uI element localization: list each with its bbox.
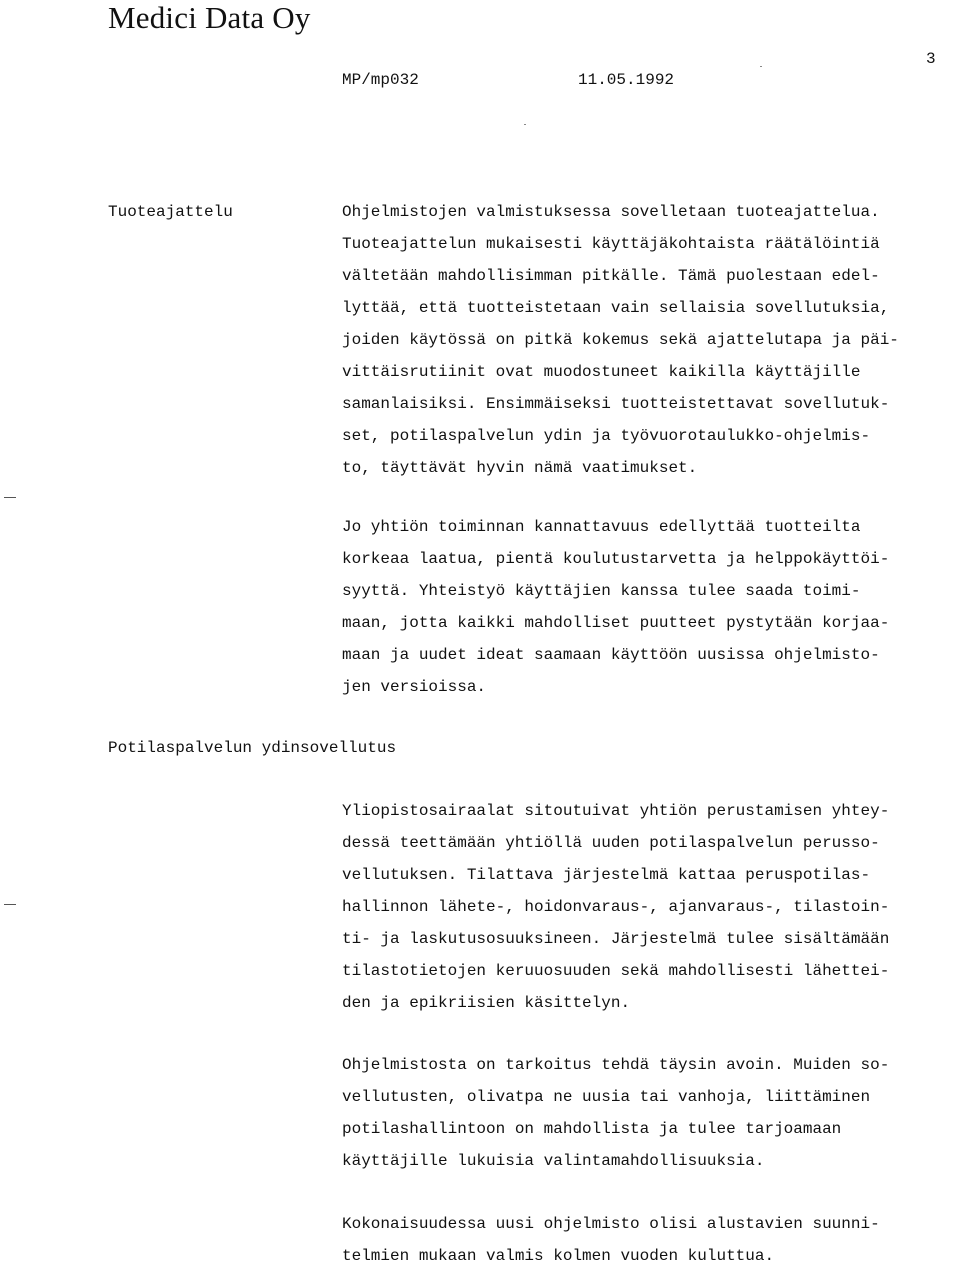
text-line: maan, jotta kaikki mahdolliset puutteet pystytään korjaa-: [342, 614, 890, 632]
text-line: vellutuksen. Tilattava järjestelmä kattaa peruspotilas-: [342, 866, 871, 884]
text-line: Kokonaisuudessa uusi ohjelmisto olisi alustavien suunni-: [342, 1215, 880, 1233]
text-line: jen versioissa.: [342, 678, 487, 696]
text-line: Jo yhtiön toiminnan kannattavuus edellyttää tuotteilta: [342, 518, 861, 536]
text-line: vältetään mahdollisimman pitkälle. Tämä puolestaan edel-: [342, 267, 880, 285]
text-line: joiden käytössä on pitkä kokemus sekä ajattelutapa ja päi-: [342, 331, 899, 349]
text-line: hallinnon lähete-, hoidonvaraus-, ajanvaraus-, tilastoin-: [342, 898, 890, 916]
text-line: lyttää, että tuotteistetaan vain sellaisia sovellutuksia,: [342, 299, 890, 317]
page-number: 3: [926, 50, 936, 68]
paragraph-tuoteajattelu-1: [342, 196, 899, 484]
paragraph-ydinsovellutus-3: [342, 1208, 880, 1272]
text-line: tilastotietojen keruuosuuden sekä mahdollisesti lähettei-: [342, 962, 890, 980]
section-heading-tuoteajattelu: Tuoteajattelu: [108, 203, 233, 221]
paragraph-ydinsovellutus-1: [342, 795, 889, 1019]
paragraph-tuoteajattelu-2: [342, 511, 889, 703]
paragraph-ydinsovellutus-2: [342, 1049, 889, 1177]
text-line: Ohjelmistojen valmistuksessa sovelletaan tuoteajattelua.: [342, 203, 880, 221]
document-date: 11.05.1992: [578, 71, 675, 89]
document-reference: MP/mp032: [342, 71, 419, 89]
text-line: samanlaisiksi. Ensimmäiseksi tuotteistettavat sovellutuk-: [342, 395, 890, 413]
text-line: Ohjelmistosta on tarkoitus tehdä täysin avoin. Muiden so-: [342, 1056, 890, 1074]
text-line: käyttäjille lukuisia valintamahdollisuuksia.: [342, 1152, 765, 1170]
text-line: vellutusten, olivatpa ne uusia tai vanhoja, liittäminen: [342, 1088, 871, 1106]
text-line: telmien mukaan valmis kolmen vuoden kuluttua.: [342, 1247, 775, 1265]
margin-mark: [4, 904, 16, 905]
text-line: maan ja uudet ideat saamaan käyttöön uusissa ohjelmisto-: [342, 646, 880, 664]
scan-speck: [524, 124, 526, 125]
text-line: syyttä. Yhteistyö käyttäjien kanssa tulee saada toimi-: [342, 582, 861, 600]
text-line: potilashallintoon on mahdollista ja tulee tarjoamaan: [342, 1120, 842, 1138]
scan-speck: [760, 66, 762, 67]
text-line: korkeaa laatua, pientä koulutustarvetta ja helppokäyttöi-: [342, 550, 890, 568]
text-line: to, täyttävät hyvin nämä vaatimukset.: [342, 459, 698, 477]
company-name: Medici Data Oy: [108, 0, 311, 35]
text-line: den ja epikriisien käsittelyn.: [342, 994, 631, 1012]
text-line: ti- ja laskutusosuuksineen. Järjestelmä tulee sisältämään: [342, 930, 890, 948]
text-line: dessä teettämään yhtiöllä uuden potilaspalvelun perusso-: [342, 834, 880, 852]
section-heading-ydinsovellutus: Potilaspalvelun ydinsovellutus: [108, 739, 397, 757]
text-line: set, potilaspalvelun ydin ja työvuorotaulukko-ohjelmis-: [342, 427, 871, 445]
text-line: Yliopistosairaalat sitoutuivat yhtiön perustamisen yhtey-: [342, 802, 890, 820]
margin-mark: [4, 497, 16, 498]
text-line: vittäisrutiinit ovat muodostuneet kaikilla käyttäjille: [342, 363, 861, 381]
text-line: Tuoteajattelun mukaisesti käyttäjäkohtaista räätälöintiä: [342, 235, 880, 253]
